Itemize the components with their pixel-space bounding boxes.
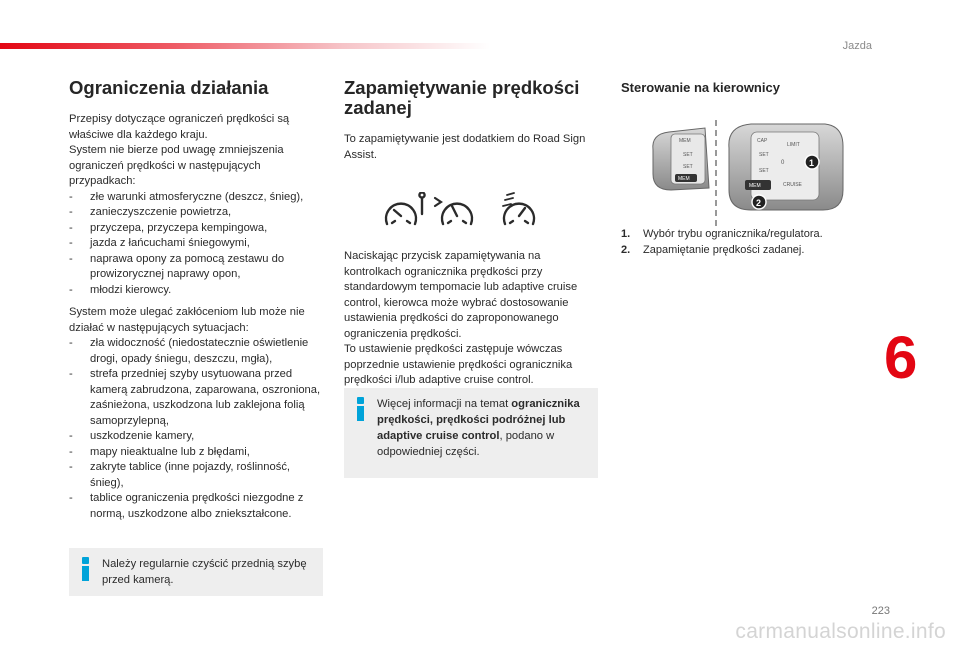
- illustration-legend: [621, 227, 871, 258]
- note-suffix: , podano w odpowiedniej części.: [377, 430, 555, 458]
- paragraph: System może ulegać zakłóceniom lub może nie działać w następujących sytuacjach:: [69, 306, 305, 334]
- legend-item: [621, 243, 871, 259]
- legend-text: Wybór trybu ogranicznika/regulatora.: [643, 228, 823, 240]
- legend-item: [621, 227, 871, 243]
- section-name: Jazda: [842, 40, 872, 52]
- paragraph: To zapamiętywanie jest dodatkiem do Road Sign Assist.: [344, 133, 586, 161]
- label-zero: 0: [781, 160, 785, 166]
- list-item: - mapy nieaktualne lub z błędami,: [69, 445, 325, 461]
- paragraph: Przepisy dotyczące ograniczeń prędkości są właściwe dla każdego kraju.: [69, 113, 290, 141]
- list-item: - uszkodzenie kamery,: [69, 429, 325, 445]
- list-item: - złe warunki atmosferyczne (deszcz, śnieg),: [69, 190, 325, 206]
- note-clean-windscreen: [69, 548, 323, 596]
- list-item: - strefa przedniej szyby usytuowana przed kamerą zabrudzona, zaparowana, oszroniona, zaśnieżona, uszkodzona lub zaklejona folią samoprzylepną,: [69, 367, 325, 429]
- column-steering-controls: [621, 78, 871, 112]
- cruise-control-icon: [435, 198, 472, 224]
- paragraph: System nie bierze pod uwagę zmniejszenia ograniczeń prędkości w następujących przypadkach:: [69, 144, 284, 187]
- label-mem: MEM: [679, 138, 691, 144]
- legend-number: 1.: [621, 228, 631, 240]
- info-icon: [354, 397, 368, 421]
- speed-function-icons: [383, 192, 543, 232]
- label-cap: CAP: [757, 138, 768, 144]
- adaptive-cruise-icon: [503, 193, 534, 224]
- list-item: - zła widoczność (niedostatecznie oświetlenie drogi, opady śniegu, deszczu, mgła),: [69, 336, 325, 367]
- legend-number: 2.: [621, 243, 631, 256]
- heading-speed-memory: Zapamiętywanie prędkości zadanej: [344, 77, 580, 118]
- callout-1: 1: [809, 158, 815, 168]
- note-bold: ogranicznika prędkości, prędkości podróżnej lub adaptive cruise control: [377, 398, 580, 442]
- list-item: - przyczepa, przyczepa kempingowa,: [69, 221, 325, 237]
- label-mem: MEM: [678, 176, 690, 182]
- label-set: SET: [759, 168, 769, 174]
- label-limit: LIMIT: [787, 142, 800, 148]
- label-set: SET: [759, 152, 769, 158]
- legend-text: Zapamiętanie prędkości zadanej.: [643, 243, 805, 256]
- label-set: SET: [683, 152, 693, 158]
- list-item: - naprawa opony za pomocą zestawu do prowizorycznej naprawy opon,: [69, 252, 325, 283]
- speed-limiter-icon: [386, 192, 425, 224]
- list-disturbances: [69, 336, 325, 522]
- chapter-number: 6: [884, 324, 918, 391]
- note-more-info: [344, 388, 598, 478]
- list-item: - tablice ograniczenia prędkości niezgodne z normą, uszkodzone albo zniekształcone.: [69, 491, 325, 522]
- list-conditions: [69, 190, 325, 299]
- list-item: - zakryte tablice (inne pojazdy, roślinność, śnieg),: [69, 460, 325, 491]
- column-speed-memory: [344, 78, 600, 389]
- list-item: - zanieczyszczenie powietrza,: [69, 205, 325, 221]
- label-cruise: CRUISE: [783, 182, 802, 188]
- paragraph: To ustawienie prędkości zastępuje wówczas poprzednie ustawienie prędkości ogranicznika prędkości i/lub adaptive cruise control.: [344, 343, 573, 386]
- steering-controls-illustration: [647, 118, 867, 228]
- list-item: - młodzi kierowcy.: [69, 283, 325, 299]
- paragraph: Naciskając przycisk zapamiętywania na kontrolkach ogranicznika prędkości przy standardowym tempomacie lub adaptive cruise control, kierowca może wybrać dostosowanie ustawienia prędkości do zaproponowanego ograniczenia prędkości.: [344, 250, 578, 340]
- heading-limitations: Ograniczenia działania: [69, 77, 269, 98]
- note-text: Należy regularnie czyścić przednią szybę przed kamerą.: [102, 558, 307, 586]
- note-prefix: Więcej informacji na temat: [377, 398, 512, 410]
- watermark: carmanualsonline.info: [735, 620, 946, 643]
- header-accent-bar: [0, 43, 490, 49]
- label-mem: MEM: [749, 183, 761, 189]
- page-number: 223: [871, 605, 890, 617]
- callout-2: 2: [756, 198, 762, 208]
- label-set: SET: [683, 164, 693, 170]
- info-icon: [79, 557, 93, 581]
- heading-steering-controls: Sterowanie na kierownicy: [621, 80, 780, 95]
- column-limitations: [69, 78, 325, 522]
- list-item: - jazda z łańcuchami śniegowymi,: [69, 236, 325, 252]
